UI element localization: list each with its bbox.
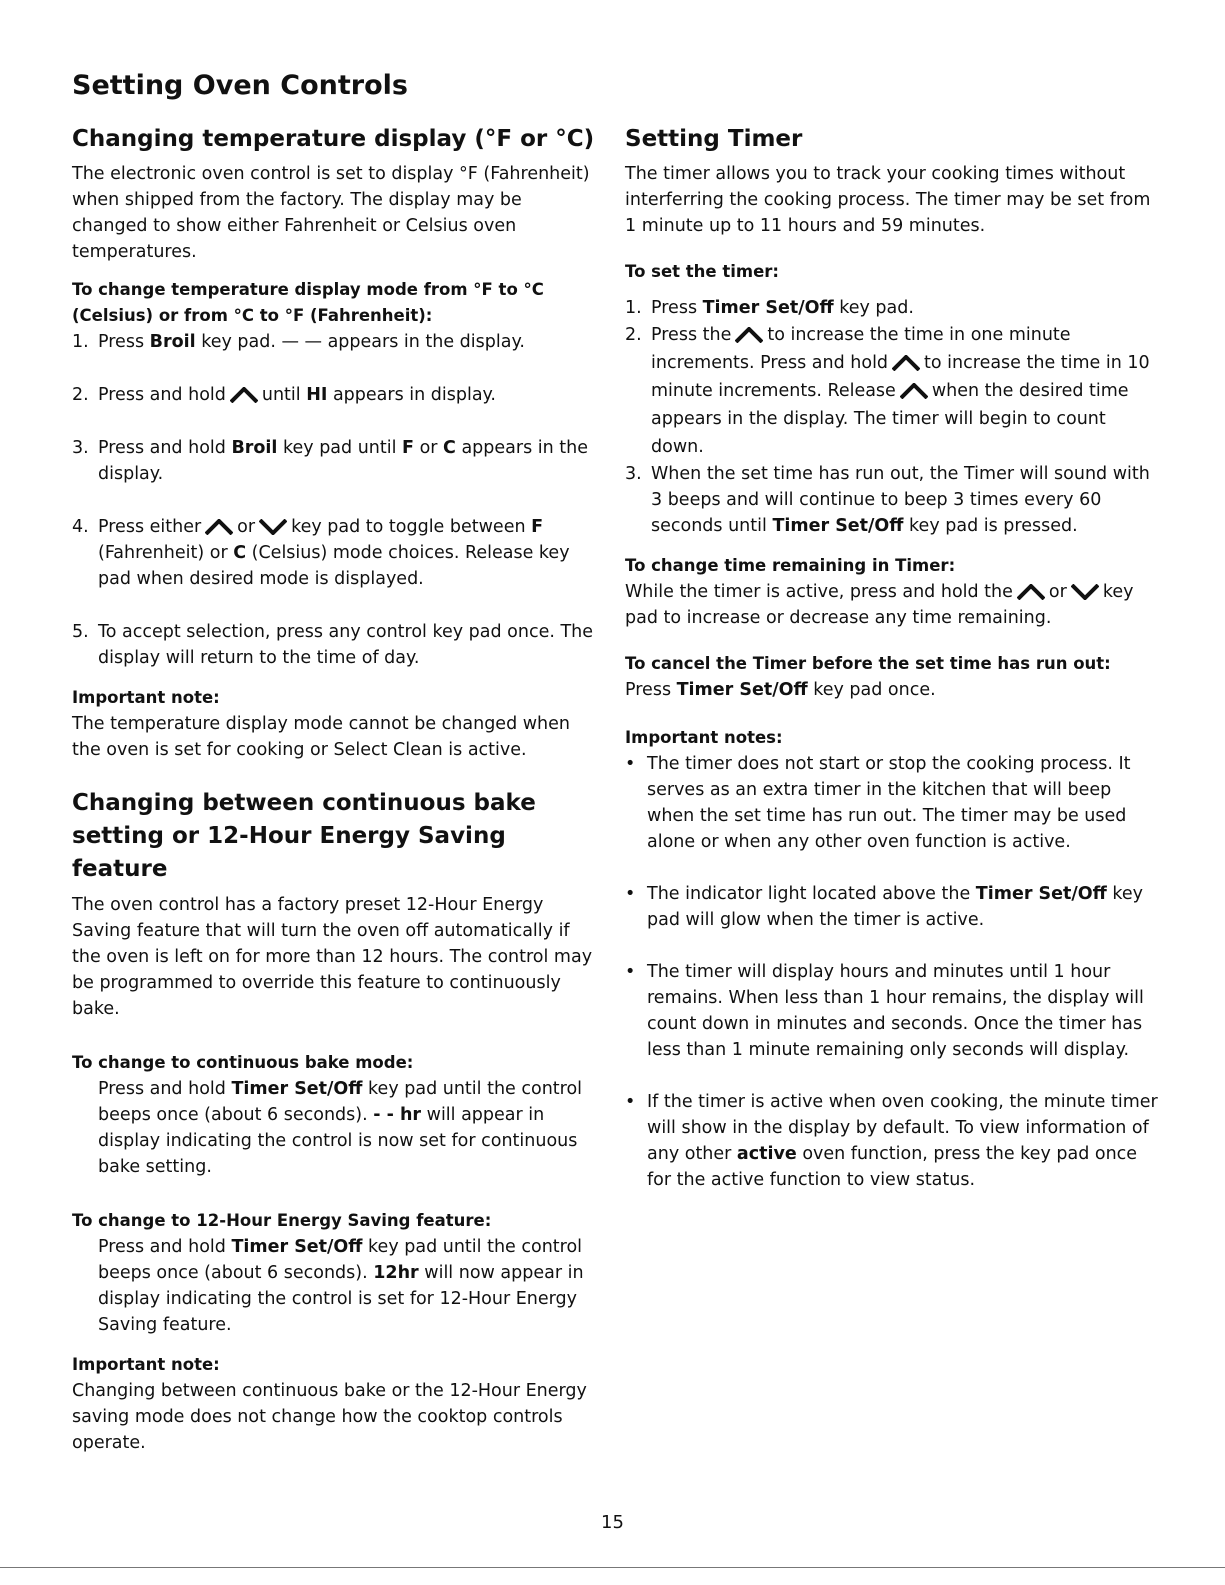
active-label: active: [736, 1144, 797, 1164]
note-text: The timer does not start or stop the cooking process. It serves as an extra timer in the kitchen that will beep when the set time has run out. The timer may be used alone or when any other oven function is active.: [647, 754, 1131, 852]
step-text: (Fahrenheit) or: [98, 543, 234, 563]
f-label: F: [531, 517, 544, 537]
hr-label: - - hr: [373, 1105, 422, 1125]
step-text: key pad is pressed.: [903, 516, 1078, 536]
up-arrow-icon: [735, 327, 763, 343]
note-text: key pad will glow when the timer is active.: [647, 884, 1144, 930]
step-text: key pad until the control beeps once (about 6 seconds).: [98, 1237, 583, 1283]
down-arrow-icon: [1071, 584, 1099, 600]
temp-step-3: [72, 435, 602, 487]
timer-key-label: Timer Set/Off: [702, 298, 834, 318]
step-text: When the set time has run out, the Timer will sound with 3 beeps and will continue to beep 3 times every 60 seconds until: [651, 464, 1150, 536]
step-number: 2.: [72, 385, 89, 405]
step-text: key pad until the control beeps once (about 6 seconds).: [98, 1079, 583, 1125]
up-arrow-icon: [1017, 584, 1045, 600]
bullet: •: [625, 962, 636, 982]
step-text: Press and hold: [98, 385, 226, 405]
step-text: to increase the time in one minute increments. Press and hold: [651, 325, 1071, 373]
timer-key-label: Timer Set/Off: [772, 516, 904, 536]
step-text: key pad. — — appears in the display.: [195, 332, 525, 352]
step-text: Press the: [651, 325, 732, 345]
step-text: or: [237, 517, 256, 537]
timer-step-3: [625, 461, 1160, 539]
broil-key-label: Broil: [231, 438, 278, 458]
step-text: key pad to toggle between: [291, 517, 532, 537]
step-number: 5.: [72, 622, 89, 642]
temp-step-1: [72, 329, 602, 355]
important-note-text: The temperature display mode cannot be changed when the oven is set for cooking or Select Clean is active.: [72, 714, 570, 760]
continuous-bake-heading: Changing between continuous bake setting or 12-Hour Energy Saving feature: [72, 790, 536, 882]
timer-key-label: Timer Set/Off: [676, 680, 808, 700]
change-remaining-subheading: To change time remaining in Timer:: [625, 556, 956, 575]
left-column: [72, 124, 602, 1456]
step-text: Press: [625, 680, 677, 700]
energy-saving-subheading: To change to 12-Hour Energy Saving feature:: [72, 1211, 492, 1230]
note-text: The timer will display hours and minutes until 1 hour remains. When less than 1 hour remains, the display will count down in minutes and seconds. Once the timer has less than 1 minute remaining only seconds will display.: [647, 962, 1144, 1060]
step-text: Press: [98, 332, 150, 352]
c-label: C: [443, 438, 456, 458]
important-note-title: Important note:: [72, 688, 220, 707]
step-text: Press and hold: [98, 1237, 232, 1257]
step-text: (Celsius) mode choices. Release key pad when desired mode is displayed.: [98, 543, 570, 589]
step-text: or: [414, 438, 444, 458]
set-timer-subheading: To set the timer:: [625, 262, 780, 281]
timer-key-label: Timer Set/Off: [231, 1237, 363, 1257]
temp-step-4: [72, 514, 602, 592]
timer-key-label: Timer Set/Off: [231, 1079, 363, 1099]
cancel-timer-text: [625, 677, 1160, 703]
continuous-bake-intro: The oven control has a factory preset 12-Hour Energy Saving feature that will turn the oven off automatically if the oven is left on for more than 12 hours. The control may be programmed to override this feature to continuously bake.: [72, 895, 593, 1019]
page-title: Setting Oven Controls: [72, 70, 408, 101]
step-text: Press and hold: [98, 1079, 232, 1099]
note-text: The indicator light located above the: [647, 884, 976, 904]
temp-mode-subheading-1: To change temperature display mode from °F to °C: [72, 280, 544, 299]
step-text: key pad once.: [807, 680, 936, 700]
bullet: •: [625, 1092, 636, 1112]
note-item-1: [625, 751, 1160, 855]
c-label: C: [233, 543, 247, 563]
temp-display-intro: The electronic oven control is set to display °F (Fahrenheit) when shipped from the factory. The display may be changed to show either Fahrenheit or Celsius oven temperatures.: [72, 164, 590, 262]
step-text: Press either: [98, 517, 202, 537]
step-number: 1.: [625, 298, 642, 318]
step-number: 2.: [625, 325, 642, 345]
bottom-divider: [0, 1567, 1225, 1568]
step-text: when the desired time appears in the display. The timer will begin to count down.: [651, 381, 1129, 457]
step-text: appears in the display.: [98, 438, 588, 484]
step-text: until: [261, 385, 307, 405]
step-number: 3.: [625, 464, 642, 484]
continuous-bake-instructions: [72, 1076, 602, 1180]
f-label: F: [402, 438, 414, 458]
cancel-timer-subheading: To cancel the Timer before the set time has run out:: [625, 654, 1111, 673]
step-text: appears in display.: [327, 385, 496, 405]
setting-timer-heading: Setting Timer: [625, 126, 803, 152]
step-text: While the timer is active, press and hold the: [625, 582, 1013, 602]
continuous-bake-subheading: To change to continuous bake mode:: [72, 1053, 414, 1072]
step-text: Press: [651, 298, 703, 318]
setting-timer-intro: The timer allows you to track your cooking times without interferring the cooking process. The timer may be set from 1 minute up to 11 hours and 59 minutes.: [625, 164, 1151, 236]
important-note-title: Important note:: [72, 1355, 220, 1374]
12hr-label: 12hr: [373, 1263, 419, 1283]
right-column: [625, 124, 1160, 1193]
timer-step-1: [625, 295, 1160, 321]
temp-mode-subheading-2: (Celsius) or from °C to °F (Fahrenheit):: [72, 306, 433, 325]
temp-step-2: [72, 382, 602, 408]
step-text: key pad to increase or decrease any time remaining.: [625, 582, 1134, 628]
step-text: To accept selection, press any control key pad once. The display will return to the time of day.: [98, 622, 594, 668]
down-arrow-icon: [259, 519, 287, 535]
up-arrow-icon: [900, 383, 928, 399]
step-number: 4.: [72, 517, 89, 537]
step-text: will now appear in display indicating the control is set for 12-Hour Energy Saving feature.: [98, 1263, 584, 1335]
change-remaining-text: [625, 579, 1160, 631]
timer-key-label: Timer Set/Off: [975, 884, 1107, 904]
hi-label: HI: [306, 385, 328, 405]
step-number: 1.: [72, 332, 89, 352]
page-number: 15: [601, 1512, 624, 1533]
important-notes-title: Important notes:: [625, 728, 783, 747]
bullet: •: [625, 754, 636, 774]
step-text: Press and hold: [98, 438, 232, 458]
step-text: to increase the time in 10 minute increments. Release: [651, 353, 1150, 401]
step-text: or: [1048, 582, 1067, 602]
note-item-2: [625, 881, 1160, 933]
bullet: •: [625, 884, 636, 904]
temp-step-5: [72, 619, 602, 671]
broil-key-label: Broil: [149, 332, 196, 352]
temp-display-heading: Changing temperature display (°F or °C): [72, 126, 595, 152]
step-text: key pad.: [833, 298, 914, 318]
step-text: key pad until: [277, 438, 403, 458]
energy-saving-instructions: [72, 1234, 602, 1338]
up-arrow-icon: [230, 387, 258, 403]
step-text: will appear in display indicating the control is now set for continuous bake setting.: [98, 1105, 578, 1177]
note-text: oven function, press the key pad once for the active function to view status.: [647, 1144, 1138, 1190]
up-arrow-icon: [892, 355, 920, 371]
up-arrow-icon: [205, 519, 233, 535]
note-item-3: [625, 959, 1160, 1063]
note-text: If the timer is active when oven cooking, the minute timer will show in the display by default. To view information of any other: [647, 1092, 1158, 1164]
step-number: 3.: [72, 438, 89, 458]
important-note-text: Changing between continuous bake or the 12-Hour Energy saving mode does not change how the cooktop controls operate.: [72, 1381, 587, 1453]
timer-step-2: [625, 321, 1160, 461]
note-item-4: [625, 1089, 1160, 1193]
